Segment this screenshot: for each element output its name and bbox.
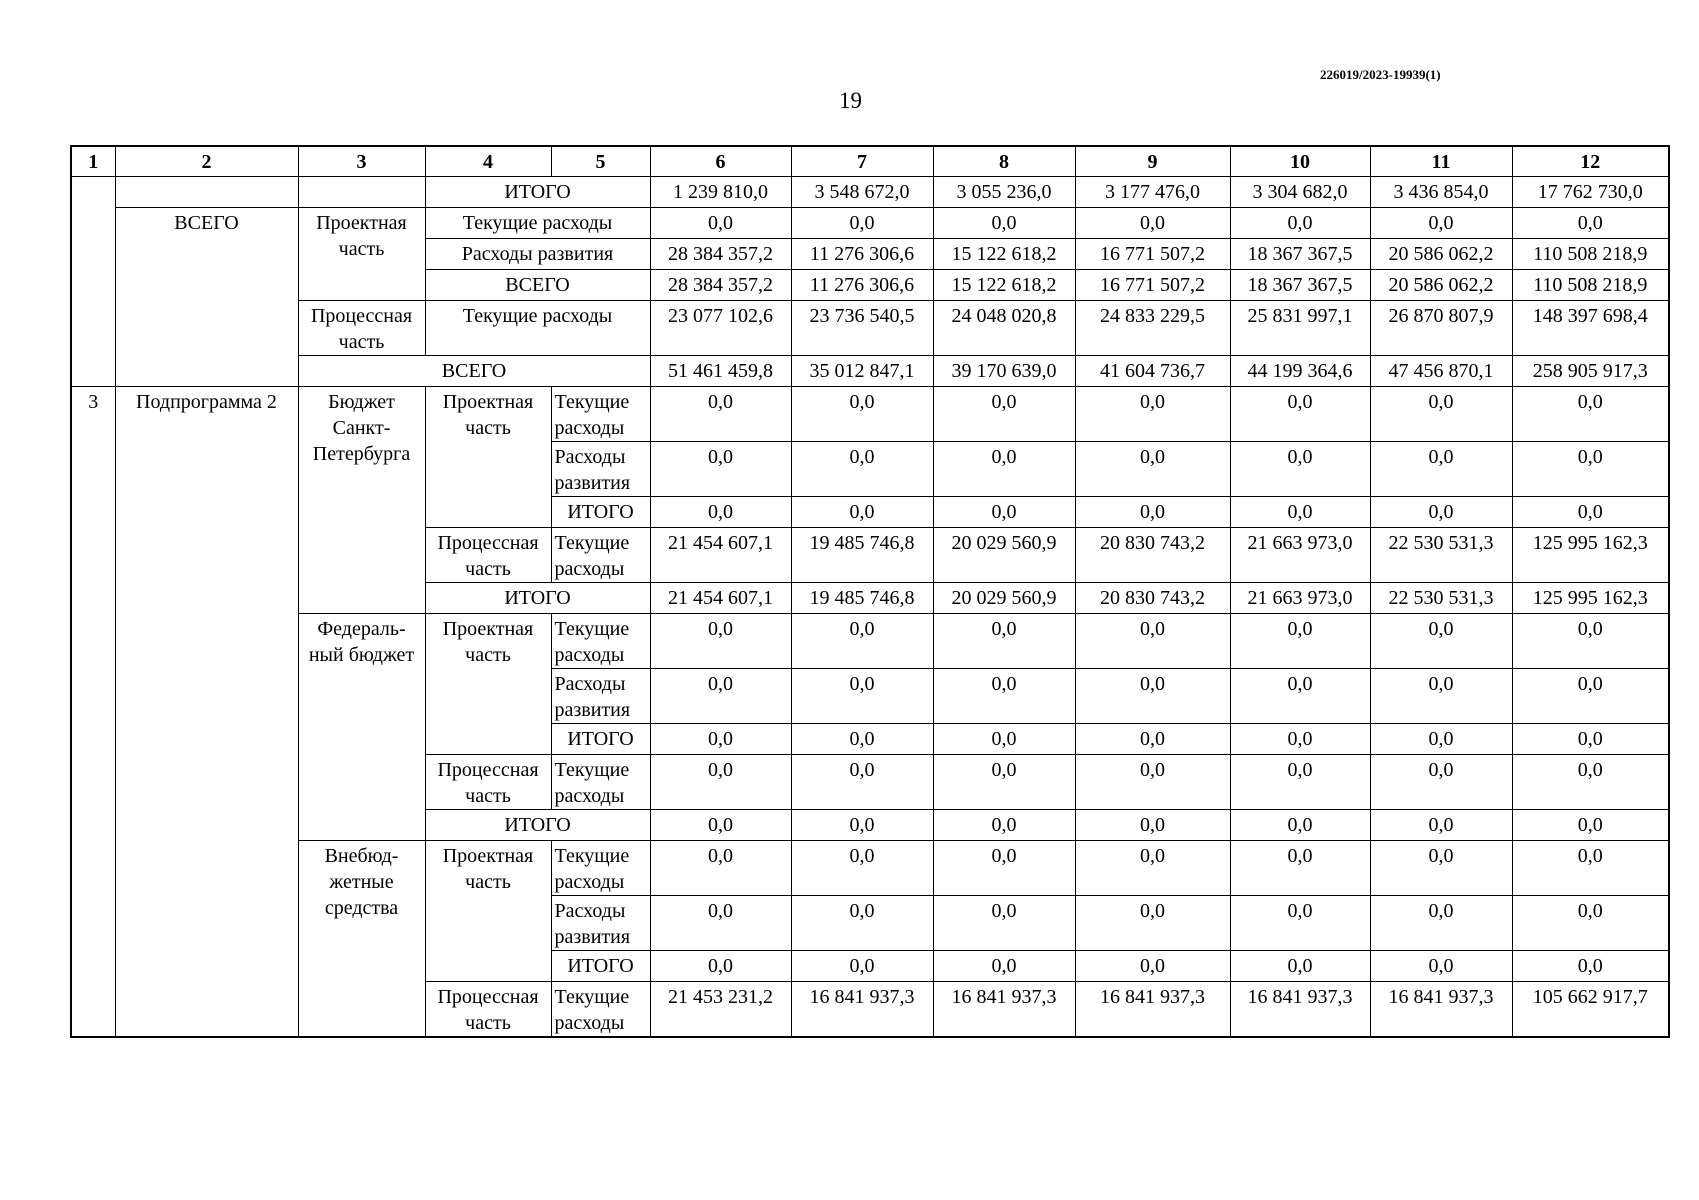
value-cell: 0,0 — [791, 497, 933, 528]
value-cell: 0,0 — [933, 387, 1075, 442]
value-cell: 258 905 917,3 — [1512, 356, 1669, 387]
header-cell: 2 — [115, 146, 298, 177]
value-cell: 0,0 — [933, 896, 1075, 951]
value-cell: 0,0 — [791, 896, 933, 951]
row-label-itogo: ИТОГО — [425, 810, 650, 841]
value-cell: 0,0 — [1370, 810, 1512, 841]
table-row — [71, 356, 1669, 387]
value-cell: 0,0 — [1075, 208, 1230, 239]
value-cell: 0,0 — [1230, 208, 1370, 239]
value-cell: 0,0 — [1230, 841, 1370, 896]
value-cell: 0,0 — [1512, 614, 1669, 669]
value-cell: 0,0 — [1512, 208, 1669, 239]
value-cell: 0,0 — [791, 755, 933, 810]
development-expenses-label: Расходы развития — [551, 896, 650, 951]
value-cell: 0,0 — [933, 442, 1075, 497]
value-cell: 0,0 — [1230, 810, 1370, 841]
page-number — [0, 88, 1699, 114]
value-cell: 0,0 — [650, 951, 791, 982]
value-cell: 0,0 — [1075, 724, 1230, 755]
value-cell: 0,0 — [1370, 755, 1512, 810]
value-cell: 0,0 — [1075, 387, 1230, 442]
value-cell: 16 841 937,3 — [1230, 982, 1370, 1038]
value-cell: 22 530 531,3 — [1370, 583, 1512, 614]
row-label-vsego: ВСЕГО — [298, 356, 650, 387]
value-cell: 0,0 — [791, 724, 933, 755]
value-cell: 0,0 — [650, 810, 791, 841]
current-expenses-label: Текущие расходы — [551, 387, 650, 442]
value-cell: 0,0 — [933, 669, 1075, 724]
value-cell: 110 508 218,9 — [1512, 270, 1669, 301]
value-cell: 0,0 — [1075, 497, 1230, 528]
value-cell: 0,0 — [1370, 442, 1512, 497]
header-cell: 4 — [425, 146, 551, 177]
empty-cell — [71, 177, 115, 387]
row-label-itogo: ИТОГО — [551, 724, 650, 755]
value-cell: 3 548 672,0 — [791, 177, 933, 208]
value-cell: 0,0 — [650, 755, 791, 810]
value-cell: 47 456 870,1 — [1370, 356, 1512, 387]
value-cell: 0,0 — [1075, 841, 1230, 896]
value-cell: 20 586 062,2 — [1370, 239, 1512, 270]
value-cell: 0,0 — [650, 841, 791, 896]
table-header-row — [71, 146, 1669, 177]
section-label-vsego: ВСЕГО — [115, 208, 298, 387]
process-part-label: Процессная часть — [298, 301, 425, 356]
value-cell: 125 995 162,3 — [1512, 528, 1669, 583]
current-expenses-label: Текущие расходы — [551, 982, 650, 1038]
value-cell: 0,0 — [1512, 724, 1669, 755]
value-cell: 3 055 236,0 — [933, 177, 1075, 208]
value-cell: 3 436 854,0 — [1370, 177, 1512, 208]
value-cell: 22 530 531,3 — [1370, 528, 1512, 583]
value-cell: 0,0 — [1230, 951, 1370, 982]
value-cell: 24 048 020,8 — [933, 301, 1075, 356]
value-cell: 0,0 — [650, 442, 791, 497]
value-cell: 41 604 736,7 — [1075, 356, 1230, 387]
development-expenses-label: Расходы развития — [425, 239, 650, 270]
value-cell: 0,0 — [1230, 387, 1370, 442]
current-expenses-label: Текущие расходы — [425, 208, 650, 239]
value-cell: 19 485 746,8 — [791, 528, 933, 583]
value-cell: 1 239 810,0 — [650, 177, 791, 208]
value-cell: 0,0 — [1370, 387, 1512, 442]
row-label-itogo: ИТОГО — [551, 951, 650, 982]
value-cell: 0,0 — [791, 208, 933, 239]
document-id: 226019/2023-19939(1) — [1320, 67, 1441, 82]
value-cell: 18 367 367,5 — [1230, 270, 1370, 301]
value-cell: 20 029 560,9 — [933, 528, 1075, 583]
value-cell: 0,0 — [1230, 896, 1370, 951]
value-cell: 35 012 847,1 — [791, 356, 933, 387]
value-cell: 0,0 — [933, 755, 1075, 810]
value-cell: 21 453 231,2 — [650, 982, 791, 1038]
federal-budget-label: Федераль-ный бюджет — [298, 614, 425, 841]
value-cell: 0,0 — [1230, 724, 1370, 755]
value-cell: 21 663 973,0 — [1230, 583, 1370, 614]
row-number: 3 — [71, 387, 115, 1038]
value-cell: 23 736 540,5 — [791, 301, 933, 356]
value-cell: 0,0 — [650, 497, 791, 528]
value-cell: 20 830 743,2 — [1075, 583, 1230, 614]
value-cell: 16 841 937,3 — [1370, 982, 1512, 1038]
value-cell: 24 833 229,5 — [1075, 301, 1230, 356]
value-cell: 0,0 — [1512, 755, 1669, 810]
value-cell: 16 771 507,2 — [1075, 270, 1230, 301]
value-cell: 19 485 746,8 — [791, 583, 933, 614]
value-cell: 0,0 — [650, 387, 791, 442]
header-cell: 8 — [933, 146, 1075, 177]
value-cell: 18 367 367,5 — [1230, 239, 1370, 270]
value-cell: 0,0 — [1230, 497, 1370, 528]
development-expenses-label: Расходы развития — [551, 442, 650, 497]
value-cell: 0,0 — [791, 669, 933, 724]
header-cell: 9 — [1075, 146, 1230, 177]
value-cell: 0,0 — [1512, 669, 1669, 724]
value-cell: 0,0 — [650, 896, 791, 951]
budget-table — [70, 145, 1670, 1038]
value-cell: 20 029 560,9 — [933, 583, 1075, 614]
value-cell: 0,0 — [1370, 614, 1512, 669]
table-row — [71, 841, 1669, 896]
header-cell: 11 — [1370, 146, 1512, 177]
value-cell: 0,0 — [1512, 896, 1669, 951]
value-cell: 0,0 — [791, 810, 933, 841]
value-cell: 0,0 — [933, 614, 1075, 669]
value-cell: 148 397 698,4 — [1512, 301, 1669, 356]
budget-spb-label: Бюджет Санкт-Петербурга — [298, 387, 425, 614]
header-cell: 1 — [71, 146, 115, 177]
project-part-label: Проектная часть — [425, 841, 551, 982]
header-cell: 3 — [298, 146, 425, 177]
value-cell: 0,0 — [791, 841, 933, 896]
value-cell: 0,0 — [1075, 614, 1230, 669]
current-expenses-label: Текущие расходы — [551, 614, 650, 669]
value-cell: 0,0 — [791, 951, 933, 982]
empty-cell — [115, 177, 298, 208]
value-cell: 21 454 607,1 — [650, 583, 791, 614]
value-cell: 105 662 917,7 — [1512, 982, 1669, 1038]
value-cell: 21 454 607,1 — [650, 528, 791, 583]
value-cell: 0,0 — [1512, 841, 1669, 896]
row-label-itogo: ИТОГО — [551, 497, 650, 528]
development-expenses-label: Расходы развития — [551, 669, 650, 724]
process-part-label: Процессная часть — [425, 982, 551, 1038]
header-cell: 5 — [551, 146, 650, 177]
value-cell: 44 199 364,6 — [1230, 356, 1370, 387]
row-label-vsego: ВСЕГО — [425, 270, 650, 301]
value-cell: 0,0 — [1370, 951, 1512, 982]
current-expenses-label: Текущие расходы — [425, 301, 650, 356]
value-cell: 25 831 997,1 — [1230, 301, 1370, 356]
extrabudget-label: Внебюд-жетные средства — [298, 841, 425, 1038]
value-cell: 0,0 — [1370, 896, 1512, 951]
value-cell: 0,0 — [1075, 669, 1230, 724]
project-part-label: Проектная часть — [425, 387, 551, 528]
value-cell: 0,0 — [1230, 614, 1370, 669]
value-cell: 28 384 357,2 — [650, 270, 791, 301]
header-cell: 10 — [1230, 146, 1370, 177]
value-cell: 0,0 — [791, 442, 933, 497]
value-cell: 0,0 — [933, 810, 1075, 841]
value-cell: 0,0 — [1512, 387, 1669, 442]
value-cell: 0,0 — [1230, 669, 1370, 724]
row-label-itogo: ИТОГО — [425, 583, 650, 614]
value-cell: 28 384 357,2 — [650, 239, 791, 270]
value-cell: 0,0 — [1370, 208, 1512, 239]
value-cell: 17 762 730,0 — [1512, 177, 1669, 208]
value-cell: 0,0 — [1370, 497, 1512, 528]
value-cell: 0,0 — [933, 951, 1075, 982]
value-cell: 23 077 102,6 — [650, 301, 791, 356]
value-cell: 0,0 — [1370, 724, 1512, 755]
header-cell: 6 — [650, 146, 791, 177]
current-expenses-label: Текущие расходы — [551, 528, 650, 583]
value-cell: 0,0 — [791, 614, 933, 669]
value-cell: 0,0 — [1075, 442, 1230, 497]
value-cell: 0,0 — [791, 387, 933, 442]
header-cell: 7 — [791, 146, 933, 177]
value-cell: 0,0 — [933, 208, 1075, 239]
value-cell: 110 508 218,9 — [1512, 239, 1669, 270]
value-cell: 0,0 — [933, 841, 1075, 896]
value-cell: 0,0 — [1230, 442, 1370, 497]
project-part-label: Проектная часть — [298, 208, 425, 301]
table-row — [71, 177, 1669, 208]
project-part-label: Проектная часть — [425, 614, 551, 755]
value-cell: 15 122 618,2 — [933, 270, 1075, 301]
empty-cell — [298, 177, 425, 208]
value-cell: 16 771 507,2 — [1075, 239, 1230, 270]
value-cell: 0,0 — [1370, 669, 1512, 724]
table-row — [71, 208, 1669, 239]
value-cell: 16 841 937,3 — [1075, 982, 1230, 1038]
value-cell: 125 995 162,3 — [1512, 583, 1669, 614]
value-cell: 0,0 — [1512, 497, 1669, 528]
value-cell: 0,0 — [933, 724, 1075, 755]
value-cell: 20 830 743,2 — [1075, 528, 1230, 583]
value-cell: 39 170 639,0 — [933, 356, 1075, 387]
value-cell: 0,0 — [1075, 755, 1230, 810]
subprogram-label: Подпрограмма 2 — [115, 387, 298, 1038]
row-label-itogo: ИТОГО — [425, 177, 650, 208]
current-expenses-label: Текущие расходы — [551, 755, 650, 810]
current-expenses-label: Текущие расходы — [551, 841, 650, 896]
value-cell: 3 304 682,0 — [1230, 177, 1370, 208]
value-cell: 0,0 — [650, 669, 791, 724]
value-cell: 0,0 — [1075, 951, 1230, 982]
value-cell: 0,0 — [1075, 896, 1230, 951]
value-cell: 0,0 — [933, 497, 1075, 528]
table-row — [71, 301, 1669, 356]
value-cell: 26 870 807,9 — [1370, 301, 1512, 356]
table-row — [71, 387, 1669, 442]
process-part-label: Процессная часть — [425, 755, 551, 810]
value-cell: 0,0 — [1370, 841, 1512, 896]
value-cell: 0,0 — [1230, 755, 1370, 810]
value-cell: 0,0 — [650, 724, 791, 755]
value-cell: 16 841 937,3 — [933, 982, 1075, 1038]
value-cell: 16 841 937,3 — [791, 982, 933, 1038]
value-cell: 11 276 306,6 — [791, 239, 933, 270]
table-row — [71, 614, 1669, 669]
value-cell: 51 461 459,8 — [650, 356, 791, 387]
value-cell: 0,0 — [1075, 810, 1230, 841]
value-cell: 20 586 062,2 — [1370, 270, 1512, 301]
value-cell: 0,0 — [1512, 951, 1669, 982]
value-cell: 0,0 — [650, 208, 791, 239]
process-part-label: Процессная часть — [425, 528, 551, 583]
value-cell: 0,0 — [1512, 442, 1669, 497]
value-cell: 0,0 — [650, 614, 791, 669]
page-number-text: 19 — [839, 88, 862, 113]
value-cell: 15 122 618,2 — [933, 239, 1075, 270]
value-cell: 0,0 — [1512, 810, 1669, 841]
header-cell: 12 — [1512, 146, 1669, 177]
value-cell: 3 177 476,0 — [1075, 177, 1230, 208]
value-cell: 11 276 306,6 — [791, 270, 933, 301]
value-cell: 21 663 973,0 — [1230, 528, 1370, 583]
